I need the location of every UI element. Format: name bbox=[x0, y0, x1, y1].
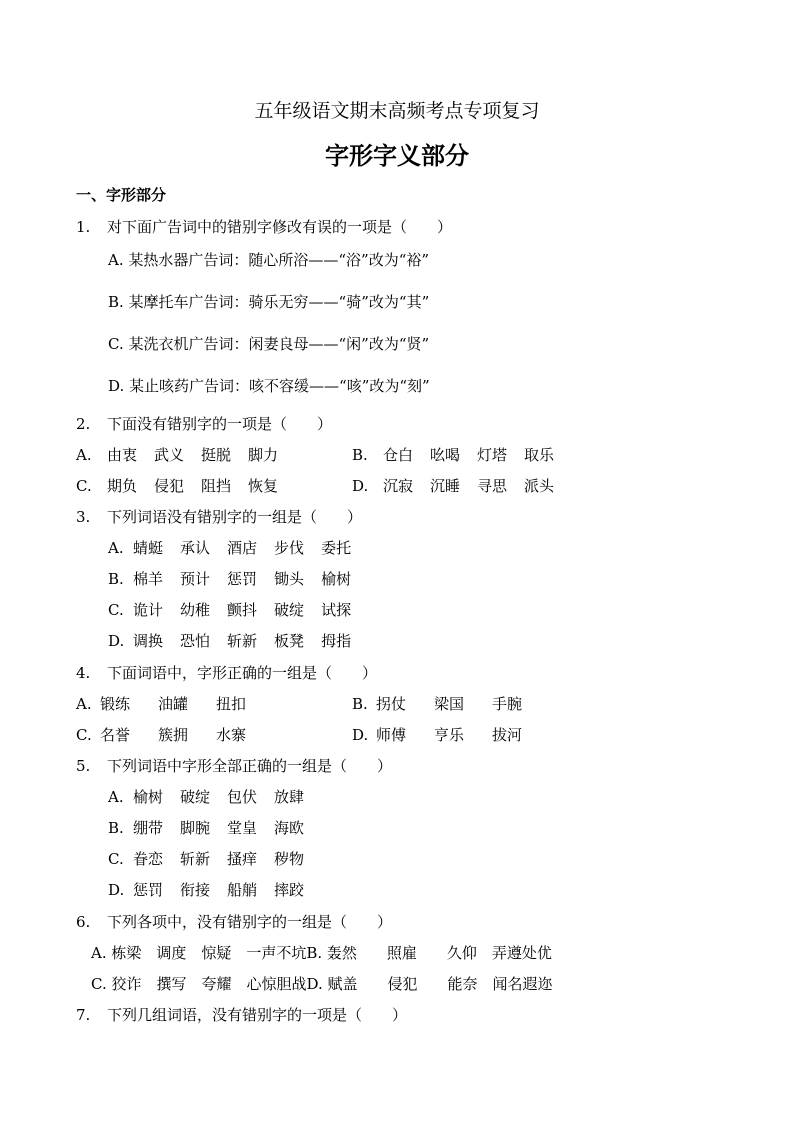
option-word: 颤抖 bbox=[227, 601, 258, 619]
q3-option-a bbox=[108, 537, 351, 559]
option-word: 仓白 bbox=[383, 446, 414, 464]
option-word: 衔接 bbox=[180, 881, 211, 899]
question-5 bbox=[76, 755, 392, 777]
option-word: 期负 bbox=[107, 477, 138, 495]
option-word: 吆喝 bbox=[430, 446, 461, 464]
option-word: 堂皇 bbox=[227, 819, 258, 837]
option-word: 步伐 bbox=[274, 539, 305, 557]
option-word: 放肆 bbox=[274, 788, 305, 806]
option-word: 船艄 bbox=[227, 881, 258, 899]
q5-option-c bbox=[108, 848, 304, 870]
q2-option-b bbox=[352, 444, 554, 466]
option-word: 摔跤 bbox=[274, 881, 305, 899]
option-word: 搔痒 bbox=[227, 850, 258, 868]
option-word: 拇指 bbox=[321, 632, 352, 650]
q1-option-b: B. 某摩托车广告词：骑乐无穷——“骑”改为“其” bbox=[108, 293, 430, 311]
q1-option-d: D. 某止咳药广告词：咳不容缓——“咳”改为“刻” bbox=[108, 377, 430, 395]
option-letter: D. bbox=[108, 632, 125, 650]
option-letter: C. bbox=[108, 601, 124, 619]
q4-option-c bbox=[76, 724, 274, 746]
option-word: 榆树 bbox=[321, 570, 352, 588]
option-word: 拐仗 bbox=[376, 695, 407, 713]
q4-option-d bbox=[352, 724, 550, 746]
option-word: 惩罚 bbox=[133, 881, 164, 899]
option-letter: C. bbox=[76, 726, 92, 744]
option-word: 承认 bbox=[180, 539, 211, 557]
option-word: 蜻蜓 bbox=[133, 539, 164, 557]
q2-option-a bbox=[76, 444, 278, 466]
question-2 bbox=[76, 413, 332, 435]
option-word: 惩罚 bbox=[227, 570, 258, 588]
page-subtitle: 字形字义部分 bbox=[325, 142, 469, 170]
option-word: 绷带 bbox=[133, 819, 164, 837]
question-text: 下面没有错别字的一项是（ ） bbox=[107, 415, 333, 433]
question-number: 6. bbox=[76, 913, 91, 931]
option-word: 扭扣 bbox=[216, 695, 247, 713]
option-word: 由衷 bbox=[107, 446, 138, 464]
option-word: 寻思 bbox=[477, 477, 508, 495]
option-word: 灯塔 bbox=[477, 446, 508, 464]
question-number: 2. bbox=[76, 415, 91, 433]
question-number: 4. bbox=[76, 664, 91, 682]
option-word: 沉睡 bbox=[430, 477, 461, 495]
q3-option-b bbox=[108, 568, 351, 590]
option-word: 秽物 bbox=[274, 850, 305, 868]
option-word: 脚力 bbox=[248, 446, 279, 464]
q5-option-b bbox=[108, 817, 304, 839]
question-text: 下列各项中，没有错别字的一组是（ ） bbox=[107, 913, 393, 931]
option-word: 取乐 bbox=[524, 446, 555, 464]
option-word: 梁国 bbox=[434, 695, 465, 713]
question-1 bbox=[76, 216, 452, 238]
option-letter: B. bbox=[352, 446, 368, 464]
option-word: 眷恋 bbox=[133, 850, 164, 868]
option-word: 拔河 bbox=[492, 726, 523, 744]
q1-option-a: A. 某热水器广告词：随心所浴——“浴”改为“裕” bbox=[108, 251, 430, 269]
option-word: 挺脱 bbox=[201, 446, 232, 464]
option-letter: B. bbox=[108, 819, 124, 837]
option-word: 锻练 bbox=[100, 695, 131, 713]
question-text: 下列几组词语，没有错别字的一项是（ ） bbox=[107, 1006, 408, 1024]
option-word: 幼稚 bbox=[180, 601, 211, 619]
option-word: 名誉 bbox=[100, 726, 131, 744]
option-letter: A. bbox=[76, 446, 92, 464]
q4-option-b bbox=[352, 693, 550, 715]
question-text: 下面词语中，字形正确的一组是（ ） bbox=[107, 664, 378, 682]
q5-option-d bbox=[108, 879, 304, 901]
q2-option-c bbox=[76, 475, 278, 497]
question-4 bbox=[76, 662, 377, 684]
option-word: 侵犯 bbox=[154, 477, 185, 495]
option-word: 破绽 bbox=[274, 601, 305, 619]
page-title: 五年级语文期末高频考点专项复习 bbox=[254, 100, 540, 122]
q3-option-d bbox=[108, 630, 351, 652]
option-letter: D. bbox=[352, 726, 369, 744]
option-letter: B. bbox=[108, 570, 124, 588]
option-word: 阻挡 bbox=[201, 477, 232, 495]
option-word: 板凳 bbox=[274, 632, 305, 650]
option-word: 簇拥 bbox=[158, 726, 189, 744]
option-letter: B. bbox=[352, 695, 368, 713]
option-word: 试探 bbox=[321, 601, 352, 619]
question-3 bbox=[76, 506, 362, 528]
q4-option-a bbox=[76, 693, 274, 715]
question-number: 5. bbox=[76, 757, 91, 775]
question-text: 下列词语中字形全部正确的一组是（ ） bbox=[107, 757, 393, 775]
option-letter: A. bbox=[108, 539, 124, 557]
option-word: 锄头 bbox=[274, 570, 305, 588]
option-word: 恢复 bbox=[248, 477, 279, 495]
option-word: 委托 bbox=[321, 539, 352, 557]
option-word: 斩新 bbox=[180, 850, 211, 868]
option-word: 破绽 bbox=[180, 788, 211, 806]
q6-options-ab: A. 栋梁 调度 惊疑 一声不坑B. 轰然 照雇 久仰 弄遵处优 bbox=[91, 944, 552, 962]
option-word: 预计 bbox=[180, 570, 211, 588]
option-word: 武义 bbox=[154, 446, 185, 464]
option-letter: D. bbox=[352, 477, 369, 495]
q1-option-c: C. 某洗衣机广告词：闲妻良母——“闲”改为“贤” bbox=[108, 335, 430, 353]
question-number: 7. bbox=[76, 1006, 91, 1024]
option-word: 脚腕 bbox=[180, 819, 211, 837]
q6-options-cd: C. 狡诈 撰写 夸耀 心惊胆战D. 赋盖 侵犯 能奈 闻名遐迩 bbox=[91, 975, 553, 993]
option-word: 油罐 bbox=[158, 695, 189, 713]
option-letter: A. bbox=[108, 788, 124, 806]
option-letter: C. bbox=[108, 850, 124, 868]
question-number: 3. bbox=[76, 508, 91, 526]
option-word: 棉羊 bbox=[133, 570, 164, 588]
option-letter: A. bbox=[76, 695, 92, 713]
question-number: 1. bbox=[76, 218, 91, 236]
option-word: 诡计 bbox=[133, 601, 164, 619]
option-word: 亨乐 bbox=[434, 726, 465, 744]
option-word: 调换 bbox=[133, 632, 164, 650]
question-text: 下列词语没有错别字的一组是（ ） bbox=[107, 508, 363, 526]
option-word: 斩新 bbox=[227, 632, 258, 650]
question-6 bbox=[76, 911, 392, 933]
option-letter: C. bbox=[76, 477, 92, 495]
question-7 bbox=[76, 1004, 407, 1026]
option-word: 水寨 bbox=[216, 726, 247, 744]
option-word: 包伏 bbox=[227, 788, 258, 806]
q3-option-c bbox=[108, 599, 351, 621]
option-letter: D. bbox=[108, 881, 125, 899]
option-word: 酒店 bbox=[227, 539, 258, 557]
question-text: 对下面广告词中的错别字修改有误的一项是（ ） bbox=[107, 218, 453, 236]
option-word: 恐怕 bbox=[180, 632, 211, 650]
option-word: 师傅 bbox=[376, 726, 407, 744]
option-word: 派头 bbox=[524, 477, 555, 495]
q5-option-a bbox=[108, 786, 304, 808]
q2-option-d bbox=[352, 475, 554, 497]
option-word: 海欧 bbox=[274, 819, 305, 837]
section-heading: 一、字形部分 bbox=[76, 186, 167, 204]
option-word: 手腕 bbox=[492, 695, 523, 713]
option-word: 沉寂 bbox=[383, 477, 414, 495]
option-word: 榆树 bbox=[133, 788, 164, 806]
